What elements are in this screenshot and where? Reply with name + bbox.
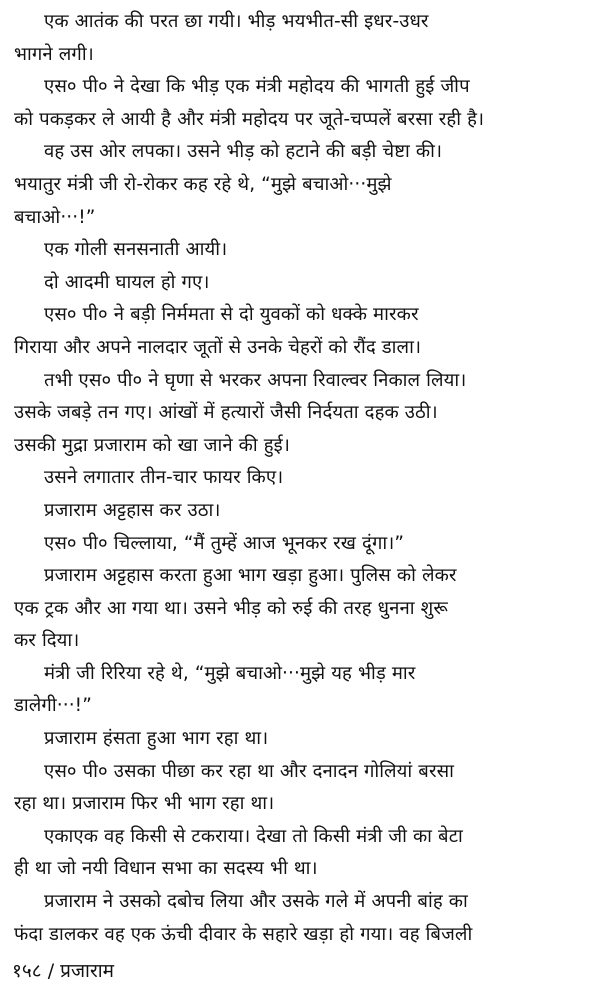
text-line: उसके जबड़े तन गए। आंखों में हत्यारों जैसी निर्दयता दहक उठी। [14, 402, 438, 424]
text-line: वह उस ओर लपका। उसने भीड़ को हटाने की बड़ी चेष्टा की। [44, 141, 443, 163]
text-line: गिराया और अपने नालदार जूतों से उनके चेहरों को रौंद डाला। [14, 336, 422, 358]
text-line: एक गोली सनसनाती आयी। [44, 239, 228, 261]
text-line: फंदा डालकर वह एक ऊंची दीवार के सहारे खड़ा हो गया। वह बिजली [14, 923, 473, 945]
text-line: प्रजाराम अट्टहास करता हुआ भाग खड़ा हुआ। पुलिस को लेकर [44, 565, 457, 587]
text-line: उसकी मुद्रा प्रजाराम को खा जाने की हुई। [14, 434, 290, 456]
text-line: एक आतंक की परत छा गयी। भीड़ भयभीत-सी इधर-उधर [44, 11, 429, 32]
running-title: प्रजाराम [60, 960, 115, 982]
text-line: बचाओ···!” [14, 206, 96, 228]
text-line: भागने लगी। [14, 43, 94, 65]
text-line: प्रजाराम हंसता हुआ भाग रहा था। [44, 728, 269, 750]
page-number: १५८ [12, 960, 42, 982]
text-line: प्रजाराम अट्टहास कर उठा। [44, 499, 221, 521]
text-line: ही था जो नयी विधान सभा का सदस्य भी था। [14, 858, 318, 880]
text-line: तभी एस० पी० ने घृणा से भरकर अपना रिवाल्वर निकाल लिया। [44, 369, 467, 391]
text-line: भयातुर मंत्री जी रो-रोकर कह रहे थे, “मुझे बचाओ···मुझे [14, 173, 392, 195]
text-line: एस० पी० ने देखा कि भीड़ एक मंत्री महोदय की भागती हुई जीप [44, 76, 470, 98]
text-line: एकाएक वह किसी से टकराया। देखा तो किसी मंत्री जी का बेटा [44, 825, 463, 847]
text-line: एस० पी० ने बड़ी निर्ममता से दो युवकों को धक्के मारकर [44, 304, 419, 326]
text-line: कर दिया। [14, 630, 80, 652]
text-line: डालेगी···!” [14, 695, 92, 717]
footer-separator: / [47, 960, 55, 982]
text-line: रहा था। प्रजाराम फिर भी भाग रहा था। [14, 793, 275, 815]
page-footer [12, 956, 114, 986]
text-line: प्रजाराम ने उसको दबोच लिया और उसके गले में अपनी बांह का [44, 891, 468, 913]
text-line: मंत्री जी रिरिया रहे थे, “मुझे बचाओ···मुझे यह भीड़ मार [44, 662, 416, 684]
text-line: एस० पी० उसका पीछा कर रहा था और दनादन गोलियां बरसा [44, 760, 455, 782]
text-line: दो आदमी घायल हो गए। [44, 271, 210, 293]
text-line: उसने लगातार तीन-चार फायर किए। [44, 467, 284, 489]
text-line: एक ट्रक और आ गया था। उसने भीड़ को रुई की तरह धुनना शुरू [14, 597, 448, 619]
text-line: को पकड़कर ले आयी है और मंत्री महोदय पर जूते-चप्पलें बरसा रही है। [14, 108, 485, 130]
text-line: एस० पी० चिल्लाया, “मैं तुम्हें आज भूनकर रख दूंगा।” [44, 532, 405, 554]
page-body-text [14, 6, 586, 951]
